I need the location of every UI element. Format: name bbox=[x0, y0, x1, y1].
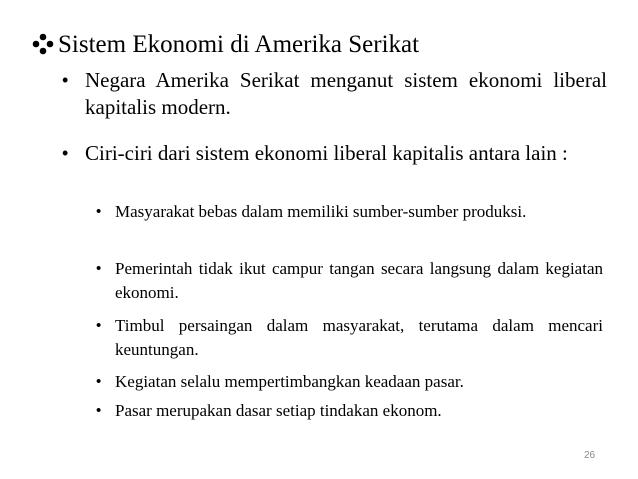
heading-text: Sistem Ekonomi di Amerika Serikat bbox=[58, 31, 420, 58]
sub-bullet-text: Masyarakat bebas dalam memiliki sumber-sumber produksi. bbox=[115, 202, 527, 221]
bullet-icon: • bbox=[62, 70, 69, 90]
bullet-point bbox=[62, 67, 607, 121]
sub-bullet-text: Pasar merupakan dasar setiap tindakan ekonom. bbox=[115, 401, 442, 420]
sub-bullet-text: Timbul persaingan dalam masyarakat, terutama dalam mencari keuntungan. bbox=[115, 316, 603, 359]
sub-bullet-point bbox=[96, 370, 603, 394]
sub-bullet-point bbox=[96, 399, 603, 423]
bullet-icon: • bbox=[96, 203, 102, 220]
bullet-icon: • bbox=[62, 143, 69, 163]
page-number: 26 bbox=[584, 450, 596, 461]
sub-bullet-point bbox=[96, 314, 603, 362]
sub-bullet-point bbox=[96, 257, 603, 305]
bullet-icon: • bbox=[96, 373, 102, 390]
diamond-dots-icon bbox=[32, 33, 54, 55]
sub-bullet-point bbox=[96, 200, 603, 224]
slide-heading bbox=[32, 30, 419, 60]
bullet-text: Ciri-ciri dari sistem ekonomi liberal kapitalis antara lain : bbox=[85, 141, 568, 165]
bullet-point bbox=[62, 140, 607, 167]
sub-bullet-text: Kegiatan selalu mempertimbangkan keadaan pasar. bbox=[115, 372, 464, 391]
bullet-icon: • bbox=[96, 317, 102, 334]
bullet-icon: • bbox=[96, 402, 102, 419]
bullet-icon: • bbox=[96, 260, 102, 277]
bullet-text: Negara Amerika Serikat menganut sistem ekonomi liberal kapitalis modern. bbox=[85, 68, 607, 119]
sub-bullet-text: Pemerintah tidak ikut campur tangan secara langsung dalam kegiatan ekonomi. bbox=[115, 259, 603, 302]
